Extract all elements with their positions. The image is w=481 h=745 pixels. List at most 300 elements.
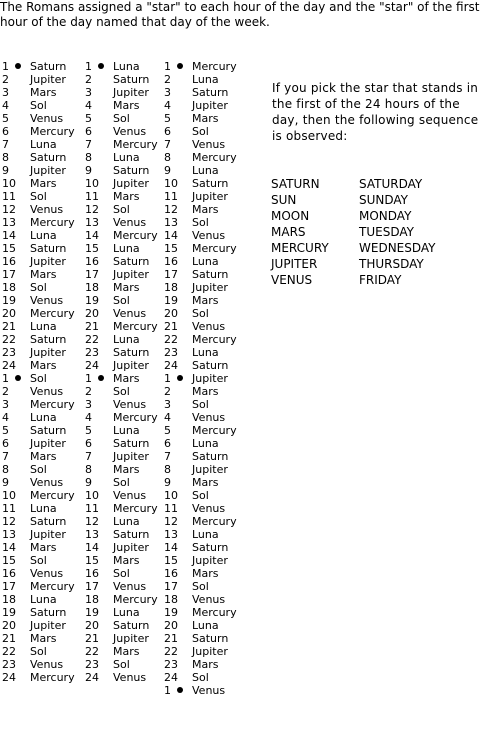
hour-number: 15 — [2, 554, 16, 567]
star-name: Mars — [30, 268, 57, 281]
hour-number: 23 — [85, 346, 99, 359]
star-name: Jupiter — [192, 99, 228, 112]
star-name: Venus — [192, 502, 226, 515]
star-name: Saturn — [30, 515, 67, 528]
star-name: Saturn — [113, 437, 150, 450]
star-name: Mercury — [113, 320, 158, 333]
hour-number: 12 — [2, 203, 16, 216]
star-name: Mars — [113, 190, 140, 203]
star-name: Saturn — [192, 632, 229, 645]
star-name: Luna — [113, 515, 140, 528]
hour-number: 13 — [164, 528, 178, 541]
hour-number: 24 — [2, 359, 16, 372]
star-name: Sol — [30, 372, 47, 385]
hour-number: 18 — [85, 281, 99, 294]
star-name: Saturn — [113, 619, 150, 632]
hour-number: 4 — [2, 411, 9, 424]
star-name: Saturn — [113, 73, 150, 86]
star-name: Venus — [192, 138, 226, 151]
hour-number: 2 — [164, 73, 171, 86]
hour-number: 15 — [164, 554, 178, 567]
star-name: Luna — [192, 73, 219, 86]
hour-number: 10 — [85, 177, 99, 190]
hour-number: 23 — [85, 658, 99, 671]
hour-number: 15 — [85, 242, 99, 255]
hour-number: 10 — [2, 489, 16, 502]
star-name: Saturn — [113, 255, 150, 268]
hour-number: 22 — [85, 333, 99, 346]
hour-number: 16 — [85, 255, 99, 268]
star-name: Saturn — [113, 346, 150, 359]
hour-number: 9 — [164, 164, 171, 177]
star-name: Saturn — [30, 151, 67, 164]
hour-number: 7 — [85, 138, 92, 151]
hour-number: 17 — [85, 268, 99, 281]
star-name: Mercury — [30, 125, 75, 138]
hour-number: 12 — [2, 515, 16, 528]
hour-number: 6 — [164, 125, 171, 138]
star-name: Jupiter — [192, 463, 228, 476]
hour-number: 7 — [2, 138, 9, 151]
star-name: Sol — [113, 203, 130, 216]
star-name: Mercury — [192, 424, 237, 437]
hour-number: 15 — [2, 242, 16, 255]
star-name: Venus — [192, 684, 226, 697]
star-name: Jupiter — [113, 177, 149, 190]
star-name: Saturn — [30, 424, 67, 437]
hour-number: 4 — [85, 99, 92, 112]
hour-number: 3 — [164, 398, 171, 411]
hour-number: 19 — [2, 294, 16, 307]
star-name: Sol — [30, 99, 47, 112]
hour-number: 1 — [164, 372, 171, 385]
hour-number: 1 — [85, 372, 92, 385]
hour-number: 23 — [164, 658, 178, 671]
star-name: Venus — [113, 580, 147, 593]
hour-number: 9 — [85, 164, 92, 177]
star-name: Mars — [192, 476, 219, 489]
hour-number: 6 — [2, 437, 9, 450]
hour-number: 20 — [2, 307, 16, 320]
star-name: Sol — [30, 190, 47, 203]
hour-number: 5 — [85, 424, 92, 437]
hour-number: 22 — [2, 645, 16, 658]
hour-number: 8 — [164, 463, 171, 476]
hour-number: 4 — [164, 99, 171, 112]
star-name: Mars — [192, 112, 219, 125]
hour-number: 12 — [164, 515, 178, 528]
hour-number: 5 — [164, 112, 171, 125]
star-name: Mars — [30, 359, 57, 372]
star-name: Jupiter — [113, 541, 149, 554]
hour-number: 8 — [85, 151, 92, 164]
hour-number: 5 — [164, 424, 171, 437]
star-name: Sol — [30, 554, 47, 567]
hour-number: 17 — [2, 268, 16, 281]
hour-number: 10 — [2, 177, 16, 190]
hour-number: 20 — [85, 307, 99, 320]
hour-number: 3 — [85, 86, 92, 99]
hour-number: 13 — [85, 528, 99, 541]
star-name: Luna — [113, 60, 140, 73]
star-name: Mars — [192, 294, 219, 307]
star-name: Luna — [192, 164, 219, 177]
star-name: Jupiter — [30, 437, 66, 450]
hour-number: 14 — [164, 229, 178, 242]
star-name: Sol — [113, 385, 130, 398]
star-name: Venus — [30, 385, 64, 398]
star-name: Jupiter — [30, 164, 66, 177]
hour-number: 21 — [164, 320, 178, 333]
star-name: Mercury — [30, 398, 75, 411]
hour-number: 8 — [2, 463, 9, 476]
star-name: Sol — [30, 463, 47, 476]
hour-number: 6 — [2, 125, 9, 138]
hour-number: 3 — [2, 86, 9, 99]
hour-number: 2 — [85, 73, 92, 86]
hour-number: 17 — [164, 268, 178, 281]
star-name: Mars — [113, 463, 140, 476]
hour-number: 8 — [2, 151, 9, 164]
star-name: Jupiter — [113, 359, 149, 372]
hour-number: 11 — [85, 190, 99, 203]
star-name: Sol — [192, 489, 209, 502]
hour-number: 15 — [85, 554, 99, 567]
star-name: Mars — [30, 632, 57, 645]
hour-number: 4 — [2, 99, 9, 112]
mapping-day: MONDAY — [359, 209, 412, 223]
star-name: Mars — [192, 567, 219, 580]
hour-number: 16 — [2, 255, 16, 268]
hour-number: 6 — [85, 125, 92, 138]
star-name: Luna — [192, 619, 219, 632]
star-name: Luna — [113, 606, 140, 619]
hour-number: 21 — [2, 320, 16, 333]
hour-number: 21 — [85, 320, 99, 333]
hour-number: 11 — [164, 502, 178, 515]
hour-number: 12 — [85, 515, 99, 528]
star-name: Luna — [192, 255, 219, 268]
star-name: Mercury — [192, 151, 237, 164]
star-name: Luna — [30, 411, 57, 424]
star-name: Saturn — [113, 528, 150, 541]
star-name: Mercury — [192, 606, 237, 619]
star-name: Luna — [30, 229, 57, 242]
mapping-day: SATURDAY — [359, 177, 423, 191]
hour-number: 23 — [2, 658, 16, 671]
mapping-day: TUESDAY — [359, 225, 414, 239]
hour-number: 24 — [164, 359, 178, 372]
hour-number: 3 — [85, 398, 92, 411]
star-name: Venus — [113, 216, 147, 229]
star-name: Saturn — [113, 164, 150, 177]
star-name: Saturn — [192, 177, 229, 190]
hour-number: 12 — [85, 203, 99, 216]
mapping-star: SUN — [271, 193, 297, 207]
star-name: Jupiter — [113, 450, 149, 463]
star-name: Mercury — [113, 138, 158, 151]
hour-number: 17 — [85, 580, 99, 593]
hour-number: 16 — [164, 255, 178, 268]
star-name: Luna — [192, 528, 219, 541]
star-name: Saturn — [192, 86, 229, 99]
star-name: Mars — [113, 99, 140, 112]
star-name: Venus — [192, 593, 226, 606]
star-name: Venus — [30, 112, 64, 125]
hour-number: 24 — [164, 671, 178, 684]
mapping-star: SATURN — [271, 177, 320, 191]
star-name: Sol — [192, 307, 209, 320]
star-name: Venus — [113, 398, 147, 411]
star-name: Luna — [30, 593, 57, 606]
hour-number: 3 — [164, 86, 171, 99]
star-name: Mars — [113, 554, 140, 567]
star-name: Sol — [192, 671, 209, 684]
hour-number: 5 — [2, 112, 9, 125]
hour-number: 13 — [2, 216, 16, 229]
hour-number: 13 — [164, 216, 178, 229]
star-name: Mercury — [113, 502, 158, 515]
hour-number: 16 — [164, 567, 178, 580]
star-name: Venus — [30, 567, 64, 580]
hour-number: 15 — [164, 242, 178, 255]
mapping-day: THURSDAY — [359, 257, 424, 271]
star-name: Luna — [113, 151, 140, 164]
hour-number: 2 — [2, 73, 9, 86]
hour-number: 11 — [164, 190, 178, 203]
hour-number: 2 — [164, 385, 171, 398]
hour-number: 5 — [2, 424, 9, 437]
mapping-star: MOON — [271, 209, 310, 223]
first-hour-bullet-icon — [15, 63, 21, 69]
star-name: Venus — [30, 203, 64, 216]
hour-number: 3 — [2, 398, 9, 411]
star-name: Mercury — [113, 229, 158, 242]
hour-number: 10 — [164, 489, 178, 502]
star-name: Sol — [113, 567, 130, 580]
hour-number: 18 — [2, 281, 16, 294]
first-hour-bullet-icon — [98, 63, 104, 69]
star-name: Jupiter — [113, 268, 149, 281]
star-name: Sol — [113, 658, 130, 671]
star-name: Mars — [30, 541, 57, 554]
first-hour-bullet-icon — [177, 687, 183, 693]
hour-number: 22 — [164, 333, 178, 346]
star-name: Mars — [30, 450, 57, 463]
star-name: Mars — [113, 645, 140, 658]
hour-number: 18 — [164, 281, 178, 294]
hour-number: 9 — [2, 164, 9, 177]
hour-number: 10 — [164, 177, 178, 190]
star-name: Jupiter — [113, 86, 149, 99]
first-hour-bullet-icon — [15, 375, 21, 381]
star-name: Saturn — [30, 606, 67, 619]
star-name: Mars — [113, 281, 140, 294]
star-name: Saturn — [192, 268, 229, 281]
hour-number: 21 — [85, 632, 99, 645]
star-name: Mercury — [30, 307, 75, 320]
star-name: Jupiter — [192, 554, 228, 567]
star-name: Venus — [192, 320, 226, 333]
hour-number: 7 — [2, 450, 9, 463]
star-name: Mercury — [192, 60, 237, 73]
star-name: Saturn — [30, 60, 67, 73]
star-name: Venus — [113, 307, 147, 320]
star-name: Mercury — [113, 411, 158, 424]
hour-number: 21 — [164, 632, 178, 645]
hour-number: 14 — [2, 229, 16, 242]
star-name: Luna — [113, 333, 140, 346]
hour-number: 7 — [85, 450, 92, 463]
hour-number: 16 — [85, 567, 99, 580]
hour-number: 24 — [85, 359, 99, 372]
star-name: Venus — [192, 229, 226, 242]
intro-text: The Romans assigned a "star" to each hour of the day and the "star" of the first hour of the day named that day of the week. — [0, 0, 480, 29]
hour-number: 7 — [164, 450, 171, 463]
hour-number: 13 — [85, 216, 99, 229]
hour-number: 10 — [85, 489, 99, 502]
hour-number: 18 — [164, 593, 178, 606]
star-name: Saturn — [30, 333, 67, 346]
hour-number: 20 — [85, 619, 99, 632]
star-name: Jupiter — [192, 190, 228, 203]
hour-number: 11 — [2, 190, 16, 203]
star-name: Jupiter — [30, 346, 66, 359]
star-name: Jupiter — [30, 255, 66, 268]
hour-number: 4 — [85, 411, 92, 424]
hour-number: 13 — [2, 528, 16, 541]
hour-number: 16 — [2, 567, 16, 580]
hour-number: 14 — [164, 541, 178, 554]
hour-number: 11 — [2, 502, 16, 515]
hour-number: 7 — [164, 138, 171, 151]
first-hour-bullet-icon — [177, 375, 183, 381]
star-name: Venus — [113, 671, 147, 684]
star-name: Sol — [30, 645, 47, 658]
star-name: Venus — [30, 476, 64, 489]
star-name: Sol — [113, 294, 130, 307]
hour-number: 20 — [164, 619, 178, 632]
star-name: Jupiter — [192, 645, 228, 658]
mapping-day: FRIDAY — [359, 273, 402, 287]
hour-number: 17 — [2, 580, 16, 593]
star-name: Jupiter — [113, 632, 149, 645]
star-name: Mars — [113, 372, 140, 385]
star-name: Sol — [113, 476, 130, 489]
hour-number: 14 — [85, 541, 99, 554]
hour-number: 18 — [2, 593, 16, 606]
hour-number: 22 — [85, 645, 99, 658]
star-name: Mercury — [192, 333, 237, 346]
star-name: Sol — [192, 580, 209, 593]
hour-number: 21 — [2, 632, 16, 645]
star-name: Mars — [30, 177, 57, 190]
star-name: Luna — [192, 346, 219, 359]
star-name: Venus — [192, 411, 226, 424]
hour-number: 14 — [2, 541, 16, 554]
hour-number: 1 — [164, 60, 171, 73]
mapping-star: MERCURY — [271, 241, 329, 255]
mapping-day: SUNDAY — [359, 193, 409, 207]
hour-number: 22 — [2, 333, 16, 346]
hour-number: 6 — [164, 437, 171, 450]
hour-number: 19 — [85, 294, 99, 307]
hour-number: 2 — [85, 385, 92, 398]
hour-number: 23 — [2, 346, 16, 359]
star-name: Mercury — [30, 580, 75, 593]
hour-number: 19 — [85, 606, 99, 619]
star-name: Jupiter — [30, 528, 66, 541]
star-name: Luna — [30, 502, 57, 515]
star-name: Luna — [113, 424, 140, 437]
hour-number: 1 — [85, 60, 92, 73]
star-name: Mercury — [30, 489, 75, 502]
star-name: Mercury — [192, 242, 237, 255]
mapping-day: WEDNESDAY — [359, 241, 436, 255]
star-name: Saturn — [30, 242, 67, 255]
star-name: Sol — [192, 125, 209, 138]
hour-number: 12 — [164, 203, 178, 216]
star-name: Venus — [113, 125, 147, 138]
star-name: Sol — [192, 216, 209, 229]
star-name: Sol — [192, 398, 209, 411]
hour-number: 22 — [164, 645, 178, 658]
hour-number: 11 — [85, 502, 99, 515]
hour-number: 18 — [85, 593, 99, 606]
hour-number: 2 — [2, 385, 9, 398]
star-name: Sol — [30, 281, 47, 294]
hour-number: 19 — [164, 294, 178, 307]
hour-number: 5 — [85, 112, 92, 125]
star-name: Jupiter — [30, 73, 66, 86]
star-name: Venus — [30, 658, 64, 671]
star-name: Saturn — [192, 450, 229, 463]
hour-number: 1 — [164, 684, 171, 697]
star-name: Mercury — [30, 671, 75, 684]
star-name: Jupiter — [192, 281, 228, 294]
hour-number: 19 — [164, 606, 178, 619]
star-name: Venus — [113, 489, 147, 502]
star-name: Saturn — [192, 359, 229, 372]
star-name: Venus — [30, 294, 64, 307]
hour-number: 20 — [164, 307, 178, 320]
star-name: Mercury — [30, 216, 75, 229]
star-name: Sol — [113, 112, 130, 125]
star-name: Luna — [192, 437, 219, 450]
hour-number: 9 — [85, 476, 92, 489]
star-name: Luna — [113, 242, 140, 255]
mapping-star: VENUS — [271, 273, 313, 287]
star-name: Luna — [30, 320, 57, 333]
hour-number: 19 — [2, 606, 16, 619]
hour-number: 6 — [85, 437, 92, 450]
first-hour-bullet-icon — [98, 375, 104, 381]
star-name: Luna — [30, 138, 57, 151]
hour-number: 8 — [164, 151, 171, 164]
star-name: Mercury — [113, 593, 158, 606]
hour-number: 1 — [2, 372, 9, 385]
hour-number: 9 — [2, 476, 9, 489]
hour-number: 14 — [85, 229, 99, 242]
hour-number: 1 — [2, 60, 9, 73]
first-hour-bullet-icon — [177, 63, 183, 69]
star-name: Mars — [192, 203, 219, 216]
hour-number: 8 — [85, 463, 92, 476]
mapping-star: JUPITER — [271, 257, 318, 271]
hour-number: 23 — [164, 346, 178, 359]
side-note: If you pick the star that stands in the first of the 24 hours of the day, then the following sequence is observed: — [272, 81, 479, 143]
star-name: Mars — [192, 658, 219, 671]
